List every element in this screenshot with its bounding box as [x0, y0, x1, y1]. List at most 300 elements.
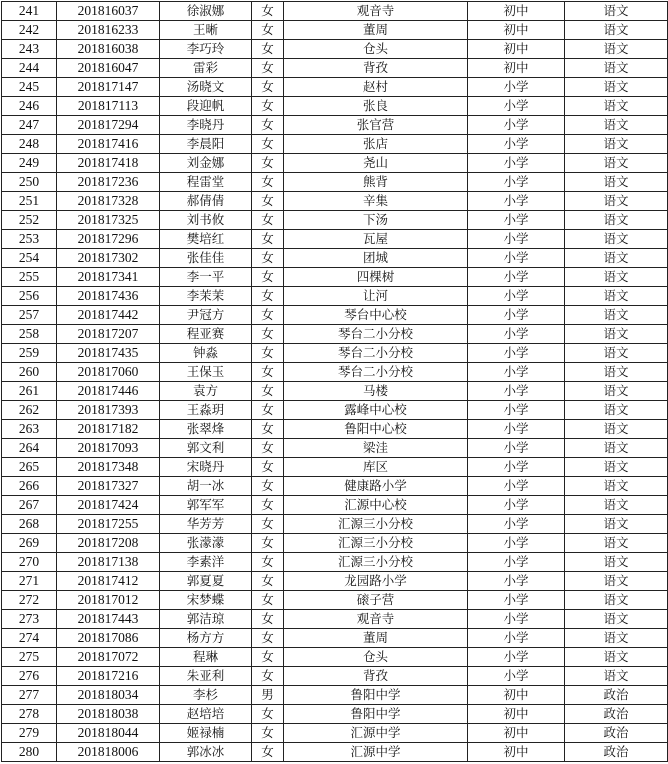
school-level-cell: 小学 [468, 154, 565, 173]
subject-cell: 语文 [565, 325, 668, 344]
school-cell: 张良 [284, 97, 468, 116]
school-level-cell: 初中 [468, 59, 565, 78]
school-cell: 琴台中心校 [284, 306, 468, 325]
gender-cell: 女 [252, 743, 284, 762]
roster-body [2, 2, 668, 762]
exam-id-cell: 201817412 [57, 572, 160, 591]
row-number-cell: 241 [2, 2, 57, 21]
subject-cell: 语文 [565, 173, 668, 192]
row-number-cell: 254 [2, 249, 57, 268]
subject-cell: 语文 [565, 401, 668, 420]
exam-id-cell: 201817327 [57, 477, 160, 496]
gender-cell: 女 [252, 21, 284, 40]
gender-cell: 女 [252, 116, 284, 135]
school-cell: 辛集 [284, 192, 468, 211]
row-number-cell: 255 [2, 268, 57, 287]
row-number-cell: 264 [2, 439, 57, 458]
subject-cell: 语文 [565, 648, 668, 667]
school-cell: 观音寺 [284, 610, 468, 629]
row-number-cell: 274 [2, 629, 57, 648]
candidate-name-cell: 雷彩 [160, 59, 252, 78]
gender-cell: 女 [252, 40, 284, 59]
candidate-name-cell: 徐淑娜 [160, 2, 252, 21]
subject-cell: 语文 [565, 477, 668, 496]
exam-id-cell: 201817302 [57, 249, 160, 268]
exam-id-cell: 201816047 [57, 59, 160, 78]
table-row [2, 382, 668, 401]
subject-cell: 政治 [565, 686, 668, 705]
school-level-cell: 初中 [468, 705, 565, 724]
table-row [2, 59, 668, 78]
table-row [2, 344, 668, 363]
candidate-name-cell: 李茉茉 [160, 287, 252, 306]
school-cell: 汇源三小分校 [284, 515, 468, 534]
school-cell: 尧山 [284, 154, 468, 173]
candidate-name-cell: 郭夏夏 [160, 572, 252, 591]
subject-cell: 语文 [565, 553, 668, 572]
school-cell: 观音寺 [284, 2, 468, 21]
row-number-cell: 253 [2, 230, 57, 249]
table-row [2, 306, 668, 325]
school-cell: 让河 [284, 287, 468, 306]
candidate-name-cell: 郭洁琼 [160, 610, 252, 629]
row-number-cell: 258 [2, 325, 57, 344]
school-cell: 梁洼 [284, 439, 468, 458]
exam-id-cell: 201817208 [57, 534, 160, 553]
row-number-cell: 246 [2, 97, 57, 116]
table-row [2, 154, 668, 173]
table-row [2, 572, 668, 591]
table-row [2, 363, 668, 382]
school-cell: 马楼 [284, 382, 468, 401]
gender-cell: 女 [252, 439, 284, 458]
subject-cell: 语文 [565, 667, 668, 686]
row-number-cell: 248 [2, 135, 57, 154]
exam-id-cell: 201817348 [57, 458, 160, 477]
subject-cell: 语文 [565, 97, 668, 116]
school-cell: 瓦屋 [284, 230, 468, 249]
candidate-name-cell: 汤晓文 [160, 78, 252, 97]
school-cell: 库区 [284, 458, 468, 477]
gender-cell: 女 [252, 78, 284, 97]
school-cell: 健康路小学 [284, 477, 468, 496]
row-number-cell: 260 [2, 363, 57, 382]
school-level-cell: 小学 [468, 591, 565, 610]
candidate-name-cell: 朱亚利 [160, 667, 252, 686]
candidate-name-cell: 王晰 [160, 21, 252, 40]
exam-id-cell: 201817147 [57, 78, 160, 97]
subject-cell: 语文 [565, 363, 668, 382]
exam-id-cell: 201817255 [57, 515, 160, 534]
row-number-cell: 277 [2, 686, 57, 705]
exam-id-cell: 201816037 [57, 2, 160, 21]
gender-cell: 女 [252, 401, 284, 420]
subject-cell: 语文 [565, 40, 668, 59]
gender-cell: 女 [252, 135, 284, 154]
table-row [2, 249, 668, 268]
subject-cell: 语文 [565, 21, 668, 40]
candidate-name-cell: 李巧玲 [160, 40, 252, 59]
gender-cell: 女 [252, 249, 284, 268]
candidate-name-cell: 胡一冰 [160, 477, 252, 496]
subject-cell: 语文 [565, 116, 668, 135]
subject-cell: 语文 [565, 382, 668, 401]
candidate-name-cell: 刘金娜 [160, 154, 252, 173]
candidate-name-cell: 程雷堂 [160, 173, 252, 192]
row-number-cell: 250 [2, 173, 57, 192]
candidate-name-cell: 李晨阳 [160, 135, 252, 154]
exam-id-cell: 201817296 [57, 230, 160, 249]
table-row [2, 287, 668, 306]
gender-cell: 女 [252, 325, 284, 344]
school-cell: 磙子营 [284, 591, 468, 610]
candidate-name-cell: 程亚赛 [160, 325, 252, 344]
row-number-cell: 279 [2, 724, 57, 743]
exam-id-cell: 201817294 [57, 116, 160, 135]
subject-cell: 语文 [565, 2, 668, 21]
candidate-name-cell: 杨方方 [160, 629, 252, 648]
row-number-cell: 247 [2, 116, 57, 135]
gender-cell: 女 [252, 572, 284, 591]
exam-id-cell: 201817436 [57, 287, 160, 306]
gender-cell: 女 [252, 268, 284, 287]
school-level-cell: 小学 [468, 401, 565, 420]
gender-cell: 女 [252, 496, 284, 515]
gender-cell: 女 [252, 667, 284, 686]
exam-id-cell: 201817113 [57, 97, 160, 116]
row-number-cell: 271 [2, 572, 57, 591]
gender-cell: 女 [252, 705, 284, 724]
table-row [2, 629, 668, 648]
row-number-cell: 266 [2, 477, 57, 496]
table-row [2, 2, 668, 21]
school-cell: 琴台二小分校 [284, 344, 468, 363]
exam-id-cell: 201818006 [57, 743, 160, 762]
exam-id-cell: 201817216 [57, 667, 160, 686]
subject-cell: 语文 [565, 439, 668, 458]
school-level-cell: 小学 [468, 534, 565, 553]
gender-cell: 女 [252, 591, 284, 610]
row-number-cell: 273 [2, 610, 57, 629]
school-level-cell: 小学 [468, 173, 565, 192]
candidate-name-cell: 程琳 [160, 648, 252, 667]
exam-id-cell: 201817393 [57, 401, 160, 420]
table-row [2, 648, 668, 667]
candidate-name-cell: 郭文利 [160, 439, 252, 458]
exam-id-cell: 201817236 [57, 173, 160, 192]
table-row [2, 591, 668, 610]
school-cell: 团城 [284, 249, 468, 268]
school-level-cell: 小学 [468, 420, 565, 439]
school-level-cell: 初中 [468, 40, 565, 59]
school-cell: 汇源中学 [284, 743, 468, 762]
candidate-name-cell: 郭军军 [160, 496, 252, 515]
school-level-cell: 小学 [468, 629, 565, 648]
school-level-cell: 初中 [468, 724, 565, 743]
school-cell: 鲁阳中学 [284, 686, 468, 705]
exam-id-cell: 201817325 [57, 211, 160, 230]
gender-cell: 女 [252, 382, 284, 401]
gender-cell: 女 [252, 515, 284, 534]
subject-cell: 语文 [565, 496, 668, 515]
row-number-cell: 280 [2, 743, 57, 762]
subject-cell: 语文 [565, 344, 668, 363]
row-number-cell: 268 [2, 515, 57, 534]
school-cell: 汇源三小分校 [284, 553, 468, 572]
subject-cell: 语文 [565, 230, 668, 249]
exam-id-cell: 201817328 [57, 192, 160, 211]
school-cell: 熊背 [284, 173, 468, 192]
gender-cell: 女 [252, 420, 284, 439]
candidate-name-cell: 华芳芳 [160, 515, 252, 534]
gender-cell: 男 [252, 686, 284, 705]
exam-id-cell: 201817443 [57, 610, 160, 629]
school-level-cell: 小学 [468, 515, 565, 534]
table-row [2, 515, 668, 534]
table-row [2, 268, 668, 287]
school-level-cell: 小学 [468, 249, 565, 268]
subject-cell: 语文 [565, 154, 668, 173]
row-number-cell: 259 [2, 344, 57, 363]
table-row [2, 667, 668, 686]
school-cell: 仓头 [284, 40, 468, 59]
row-number-cell: 243 [2, 40, 57, 59]
row-number-cell: 275 [2, 648, 57, 667]
subject-cell: 语文 [565, 515, 668, 534]
school-cell: 鲁阳中学 [284, 705, 468, 724]
gender-cell: 女 [252, 648, 284, 667]
candidate-name-cell: 赵培培 [160, 705, 252, 724]
table-row [2, 135, 668, 154]
subject-cell: 语文 [565, 59, 668, 78]
exam-id-cell: 201817138 [57, 553, 160, 572]
exam-id-cell: 201818034 [57, 686, 160, 705]
gender-cell: 女 [252, 211, 284, 230]
gender-cell: 女 [252, 306, 284, 325]
school-cell: 董周 [284, 629, 468, 648]
candidate-name-cell: 郭冰冰 [160, 743, 252, 762]
exam-id-cell: 201817207 [57, 325, 160, 344]
exam-id-cell: 201817416 [57, 135, 160, 154]
subject-cell: 语文 [565, 135, 668, 154]
school-level-cell: 小学 [468, 382, 565, 401]
subject-cell: 政治 [565, 724, 668, 743]
school-level-cell: 小学 [468, 97, 565, 116]
candidate-name-cell: 李杉 [160, 686, 252, 705]
subject-cell: 语文 [565, 629, 668, 648]
school-level-cell: 小学 [468, 192, 565, 211]
table-row [2, 401, 668, 420]
school-cell: 背孜 [284, 59, 468, 78]
gender-cell: 女 [252, 59, 284, 78]
table-row [2, 230, 668, 249]
school-level-cell: 初中 [468, 743, 565, 762]
row-number-cell: 257 [2, 306, 57, 325]
school-level-cell: 小学 [468, 572, 565, 591]
school-cell: 琴台二小分校 [284, 325, 468, 344]
school-level-cell: 小学 [468, 325, 565, 344]
table-row [2, 211, 668, 230]
row-number-cell: 245 [2, 78, 57, 97]
gender-cell: 女 [252, 363, 284, 382]
table-row [2, 534, 668, 553]
table-row [2, 477, 668, 496]
school-level-cell: 初中 [468, 21, 565, 40]
exam-id-cell: 201817093 [57, 439, 160, 458]
candidate-name-cell: 宋梦蝶 [160, 591, 252, 610]
row-number-cell: 242 [2, 21, 57, 40]
row-number-cell: 249 [2, 154, 57, 173]
subject-cell: 语文 [565, 192, 668, 211]
exam-id-cell: 201816038 [57, 40, 160, 59]
candidate-name-cell: 尹冠方 [160, 306, 252, 325]
exam-id-cell: 201817446 [57, 382, 160, 401]
school-cell: 赵村 [284, 78, 468, 97]
school-level-cell: 小学 [468, 553, 565, 572]
table-row [2, 420, 668, 439]
school-level-cell: 小学 [468, 610, 565, 629]
table-row [2, 496, 668, 515]
gender-cell: 女 [252, 2, 284, 21]
table-row [2, 724, 668, 743]
gender-cell: 女 [252, 477, 284, 496]
school-cell: 汇源中学 [284, 724, 468, 743]
subject-cell: 政治 [565, 705, 668, 724]
table-row [2, 173, 668, 192]
table-row [2, 686, 668, 705]
subject-cell: 语文 [565, 534, 668, 553]
candidate-name-cell: 李晓丹 [160, 116, 252, 135]
candidate-name-cell: 张翠烽 [160, 420, 252, 439]
row-number-cell: 267 [2, 496, 57, 515]
school-cell: 汇源三小分校 [284, 534, 468, 553]
school-level-cell: 小学 [468, 211, 565, 230]
exam-id-cell: 201817341 [57, 268, 160, 287]
subject-cell: 语文 [565, 268, 668, 287]
row-number-cell: 278 [2, 705, 57, 724]
exam-id-cell: 201818044 [57, 724, 160, 743]
table-row [2, 705, 668, 724]
table-row [2, 192, 668, 211]
subject-cell: 语文 [565, 287, 668, 306]
exam-id-cell: 201817086 [57, 629, 160, 648]
table-row [2, 78, 668, 97]
exam-id-cell: 201817182 [57, 420, 160, 439]
school-level-cell: 小学 [468, 477, 565, 496]
candidate-name-cell: 王淼玥 [160, 401, 252, 420]
row-number-cell: 265 [2, 458, 57, 477]
row-number-cell: 269 [2, 534, 57, 553]
gender-cell: 女 [252, 458, 284, 477]
subject-cell: 语文 [565, 78, 668, 97]
table-row [2, 40, 668, 59]
subject-cell: 语文 [565, 420, 668, 439]
exam-id-cell: 201817424 [57, 496, 160, 515]
subject-cell: 语文 [565, 591, 668, 610]
gender-cell: 女 [252, 344, 284, 363]
gender-cell: 女 [252, 192, 284, 211]
school-cell: 张官营 [284, 116, 468, 135]
row-number-cell: 252 [2, 211, 57, 230]
gender-cell: 女 [252, 629, 284, 648]
school-level-cell: 小学 [468, 230, 565, 249]
subject-cell: 语文 [565, 306, 668, 325]
candidate-name-cell: 姬禄楠 [160, 724, 252, 743]
exam-id-cell: 201817442 [57, 306, 160, 325]
candidate-name-cell: 张佳佳 [160, 249, 252, 268]
gender-cell: 女 [252, 230, 284, 249]
gender-cell: 女 [252, 97, 284, 116]
gender-cell: 女 [252, 287, 284, 306]
school-level-cell: 小学 [468, 344, 565, 363]
table-row [2, 97, 668, 116]
school-cell: 龙园路小学 [284, 572, 468, 591]
school-level-cell: 初中 [468, 2, 565, 21]
school-cell: 鲁阳中心校 [284, 420, 468, 439]
school-cell: 张店 [284, 135, 468, 154]
school-level-cell: 小学 [468, 648, 565, 667]
gender-cell: 女 [252, 534, 284, 553]
row-number-cell: 272 [2, 591, 57, 610]
school-cell: 琴台二小分校 [284, 363, 468, 382]
school-cell: 董周 [284, 21, 468, 40]
gender-cell: 女 [252, 173, 284, 192]
table-row [2, 610, 668, 629]
subject-cell: 语文 [565, 572, 668, 591]
school-cell: 四棵树 [284, 268, 468, 287]
exam-id-cell: 201817060 [57, 363, 160, 382]
gender-cell: 女 [252, 553, 284, 572]
table-row [2, 116, 668, 135]
subject-cell: 语文 [565, 249, 668, 268]
subject-cell: 语文 [565, 458, 668, 477]
row-number-cell: 251 [2, 192, 57, 211]
table-row [2, 743, 668, 762]
school-level-cell: 小学 [468, 78, 565, 97]
candidate-name-cell: 李一平 [160, 268, 252, 287]
exam-id-cell: 201817012 [57, 591, 160, 610]
candidate-name-cell: 段迎帆 [160, 97, 252, 116]
school-level-cell: 小学 [468, 667, 565, 686]
table-row [2, 553, 668, 572]
school-cell: 背孜 [284, 667, 468, 686]
candidate-name-cell: 宋晓丹 [160, 458, 252, 477]
subject-cell: 语文 [565, 610, 668, 629]
candidate-name-cell: 张濛濛 [160, 534, 252, 553]
exam-id-cell: 201816233 [57, 21, 160, 40]
school-level-cell: 小学 [468, 116, 565, 135]
subject-cell: 语文 [565, 211, 668, 230]
school-level-cell: 小学 [468, 496, 565, 515]
school-level-cell: 小学 [468, 306, 565, 325]
exam-id-cell: 201817072 [57, 648, 160, 667]
school-level-cell: 小学 [468, 268, 565, 287]
school-cell: 汇源中心校 [284, 496, 468, 515]
candidate-name-cell: 郝倩倩 [160, 192, 252, 211]
table-row [2, 458, 668, 477]
school-level-cell: 小学 [468, 135, 565, 154]
gender-cell: 女 [252, 724, 284, 743]
row-number-cell: 256 [2, 287, 57, 306]
row-number-cell: 270 [2, 553, 57, 572]
roster-table [1, 1, 668, 762]
candidate-name-cell: 刘书攸 [160, 211, 252, 230]
exam-id-cell: 201818038 [57, 705, 160, 724]
school-level-cell: 小学 [468, 363, 565, 382]
table-row [2, 325, 668, 344]
candidate-name-cell: 樊培红 [160, 230, 252, 249]
school-cell: 仓头 [284, 648, 468, 667]
